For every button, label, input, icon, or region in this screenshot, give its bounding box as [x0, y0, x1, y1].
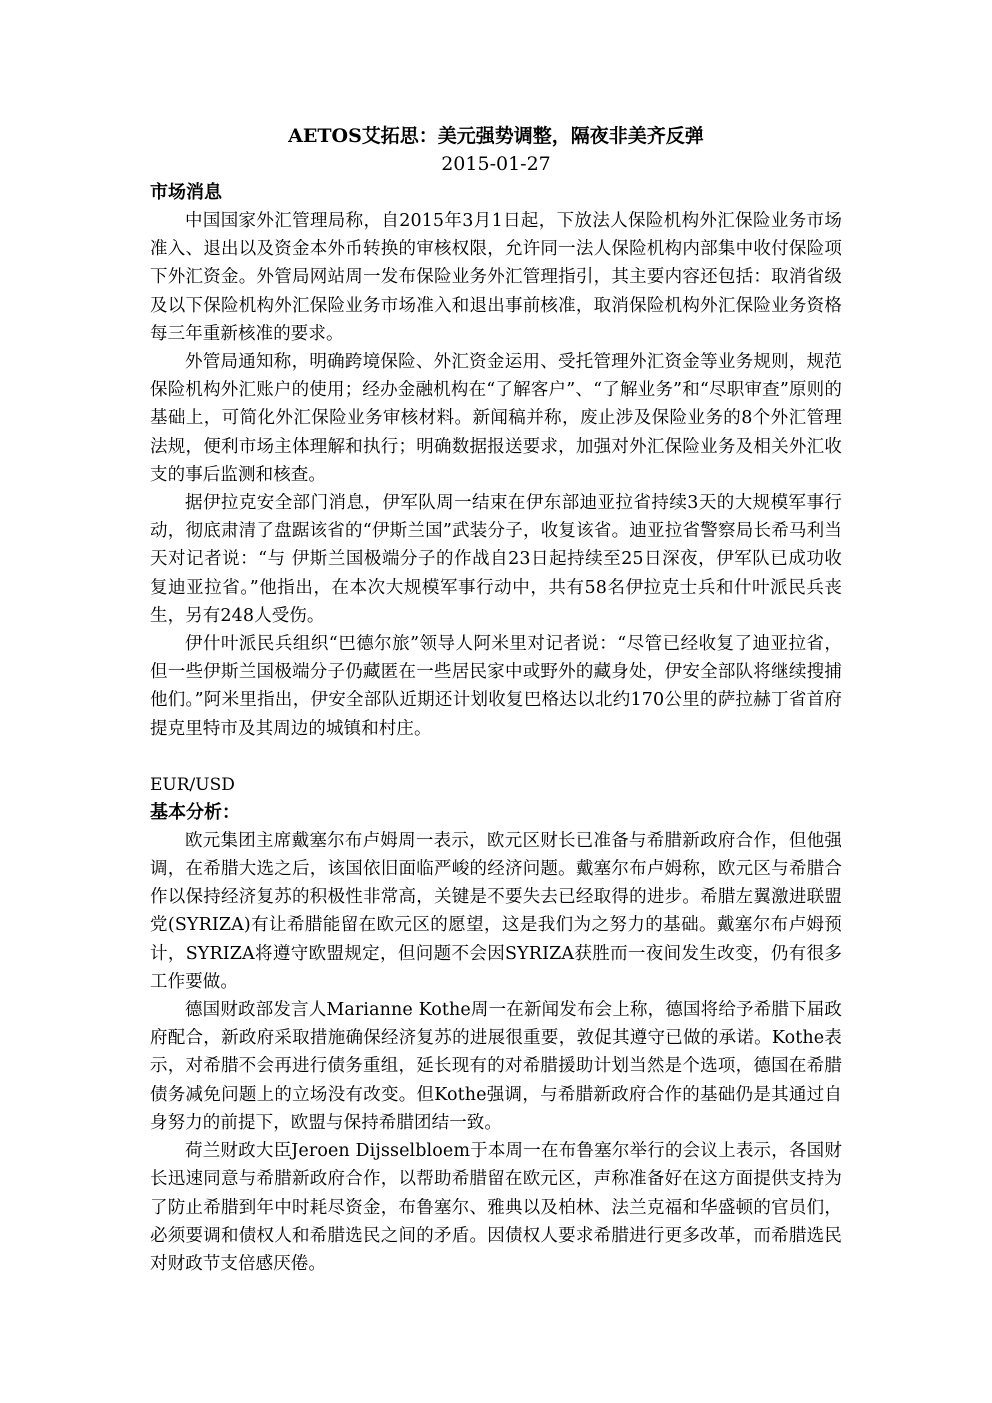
section-heading-market-news: 市场消息 — [150, 182, 222, 203]
market-news-paragraph-1: 中国国家外汇管理局称，自2015年3月1日起，下放法人保险机构外汇保险业务市场准入、退出以及资金本外币转换的审核权限，允许同一法人保险机构内部集中收付保险项下外汇资金。外管局网站周一发布保险业务外汇管理指引，其主要内容还包括：取消省级及以下保险机构外汇保险业务市场准入和退出事前核准，取消保险机构外汇保险业务资格每三年重新核准的要求。 — [150, 211, 842, 344]
market-news-paragraph-4: 伊什叶派民兵组织“巴德尔旅”领导人阿米里对记者说：“尽管已经收复了迪亚拉省，但一些伊斯兰国极端分子仍藏匿在一些居民家中或野外的藏身处，伊安全部队将继续搜捕他们。”阿米里指出，伊安全部队近期还计划收复巴格达以北约170公里的萨拉赫丁省首府提克里特市及其周边的城镇和村庄。 — [150, 634, 842, 739]
document-date: 2015-01-27 — [441, 153, 551, 175]
fundamental-paragraph-2: 德国财政部发言人Marianne Kothe周一在新闻发布会上称，德国将给予希腊下届政府配合，新政府采取措施确保经济复苏的进展很重要，敦促其遵守已做的承诺。Kothe表示，对希腊不会再进行债务重组，延长现有的对希腊援助计划当然是个选项，德国在希腊债务减免问题上的立场没有改变。但Kothe强调，与希腊新政府合作的基础仍是其通过自身努力的前提下，欧盟与保持希腊团结一致。 — [150, 1000, 842, 1133]
currency-pair-label: EUR/USD — [150, 774, 235, 795]
market-news-paragraph-2: 外管局通知称，明确跨境保险、外汇资金运用、受托管理外汇资金等业务规则，规范保险机构外汇账户的使用；经办金融机构在“了解客户”、“了解业务”和“尽职审查”原则的基础上，可简化外汇保险业务审核材料。新闻稿并称，废止涉及保险业务的8个外汇管理法规，便利市场主体理解和执行；明确数据报送要求，加强对外汇保险业务及相关外汇收支的事后监测和核查。 — [150, 352, 842, 485]
document-page — [150, 122, 842, 1278]
section-market-news — [150, 179, 842, 743]
section-spacer — [150, 743, 842, 771]
section-eurusd — [150, 771, 842, 1278]
section-heading-fundamental-analysis: 基本分析： — [150, 801, 240, 823]
fundamental-paragraph-3: 荷兰财政大臣Jeroen Dijsselbloem于本周一在布鲁塞尔举行的会议上表示，各国财长迅速同意与希腊新政府合作，以帮助希腊留在欧元区，声称准备好在这方面提供支持为了防止希腊到年中时耗尽资金，布鲁塞尔、雅典以及柏林、法兰克福和华盛顿的官员们，必须要调和债权人和希腊选民之间的矛盾。因债权人要求希腊进行更多改革，而希腊选民对财政节支倍感厌倦。 — [150, 1141, 842, 1274]
market-news-paragraph-3: 据伊拉克安全部门消息，伊军队周一结束在伊东部迪亚拉省持续3天的大规模军事行动，彻底肃清了盘踞该省的“伊斯兰国”武装分子，收复该省。迪亚拉省警察局长希马利当天对记者说：“与 伊斯兰国极端分子的作战自23日起持续至25日深夜，伊军队已成功收复迪亚拉省。”他指出，在本次大规模军事行动中，共有58名伊拉克士兵和什叶派民兵丧生，另有248人受伤。 — [150, 493, 842, 626]
document-title: AETOS艾拓思：美元强势调整，隔夜非美齐反弹 — [288, 125, 704, 147]
fundamental-paragraph-1: 欧元集团主席戴塞尔布卢姆周一表示，欧元区财长已准备与希腊新政府合作，但他强调，在希腊大选之后，该国依旧面临严峻的经济问题。戴塞尔布卢姆称，欧元区与希腊合作以保持经济复苏的积极性非常高，关键是不要失去已经取得的进步。希腊左翼激进联盟党(SYRIZA)有让希腊能留在欧元区的愿望，这是我们为之努力的基础。戴塞尔布卢姆预计，SYRIZA将遵守欧盟规定，但问题不会因SYRIZA获胜而一夜间发生改变，仍有很多工作要做。 — [150, 830, 842, 992]
